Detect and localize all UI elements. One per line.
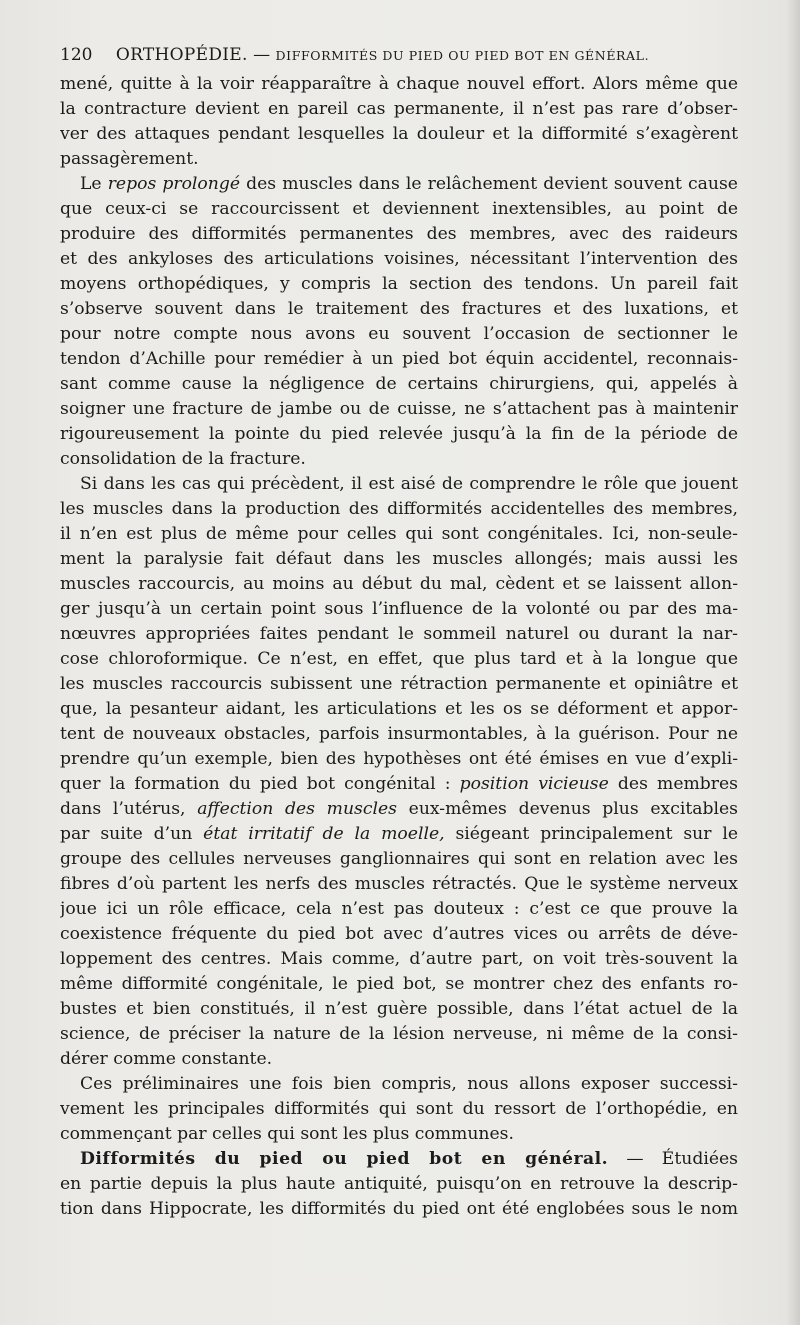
line-text: rigoureusement la pointe du pied relevée jusqu’à la fin de la période de <box>60 424 738 444</box>
text-line <box>60 672 738 697</box>
body-text <box>60 72 738 1222</box>
text-line <box>60 822 738 847</box>
line-text: des muscles dans le relâchement devient souvent cause <box>240 174 738 194</box>
header-title: ORTHOPÉDIE. <box>115 45 248 65</box>
section-heading: Difformités du pied ou pied bot en général. <box>80 1149 609 1169</box>
italic-phrase: affection des muscles <box>197 799 397 819</box>
line-text: consolidation de la fracture. <box>60 449 306 469</box>
text-line <box>60 347 738 372</box>
line-text: pour notre compte nous avons eu souvent l’occasion de sectionner le <box>60 324 738 344</box>
text-line <box>60 1072 738 1097</box>
text-line <box>60 422 738 447</box>
line-text: nœuvres appropriées faites pendant le sommeil naturel ou durant la nar- <box>60 624 738 644</box>
line-text: Le <box>80 174 108 194</box>
line-text: coexistence fréquente du pied bot avec d’autres vices ou arrêts de déve- <box>60 924 738 944</box>
text-line <box>60 872 738 897</box>
text-line <box>60 772 738 797</box>
text-line <box>60 247 738 272</box>
text-line <box>60 147 738 172</box>
text-line <box>60 122 738 147</box>
text-line <box>60 397 738 422</box>
line-text: moyens orthopédiques, y compris la section des tendons. Un pareil fait <box>60 274 738 294</box>
text-line <box>60 922 738 947</box>
text-line <box>60 597 738 622</box>
line-text: par suite d’un <box>60 824 204 844</box>
text-line <box>60 447 738 472</box>
text-line <box>60 1047 738 1072</box>
text-line <box>60 747 738 772</box>
line-text: loppement des centres. Mais comme, d’autre part, on voit très-souvent la <box>60 949 738 969</box>
text-line <box>60 847 738 872</box>
text-line <box>60 1022 738 1047</box>
text-line <box>60 322 738 347</box>
line-text: Ces préliminaires une fois bien compris, nous allons exposer successi- <box>80 1074 738 1094</box>
line-text: siégeant principalement sur le <box>444 824 738 844</box>
line-text: que, la pesanteur aidant, les articulations et les os se déforment et appor- <box>60 699 738 719</box>
page-number: 120 <box>60 45 93 65</box>
text-line <box>60 372 738 397</box>
line-text: ver des attaques pendant lesquelles la douleur et la difformité s’exagèrent <box>60 124 738 144</box>
line-text: joue ici un rôle efficace, cela n’est pas douteux : c’est ce que prouve la <box>60 899 738 919</box>
text-line <box>60 897 738 922</box>
text-line <box>60 97 738 122</box>
page-edge-shadow <box>786 0 800 1325</box>
text-line <box>60 797 738 822</box>
text-line <box>60 622 738 647</box>
text-line <box>60 522 738 547</box>
text-line <box>60 1147 738 1172</box>
text-line <box>60 572 738 597</box>
text-line <box>60 197 738 222</box>
italic-phrase: état irritatif de la moelle, <box>203 824 445 844</box>
text-line <box>60 647 738 672</box>
text-line <box>60 497 738 522</box>
text-line <box>60 697 738 722</box>
text-line <box>60 1172 738 1197</box>
line-text: fibres d’où partent les nerfs des muscles rétractés. Que le système nerveux <box>60 874 738 894</box>
text-line <box>60 1122 738 1147</box>
line-text: bustes et bien constitués, il n’est guère possible, dans l’état actuel de la <box>60 999 738 1019</box>
text-line <box>60 947 738 972</box>
text-line <box>60 172 738 197</box>
header-subtitle: DIFFORMITÉS DU PIED OU PIED BOT EN GÉNÉRAL. <box>275 48 650 63</box>
line-text: dans l’utérus, <box>60 799 198 819</box>
line-text: mené, quitte à la voir réapparaître à chaque nouvel effort. Alors même que <box>60 74 738 94</box>
line-text: et des ankyloses des articulations voisines, nécessitant l’intervention des <box>60 249 738 269</box>
line-text: commençant par celles qui sont les plus communes. <box>60 1124 514 1144</box>
line-text: tion dans Hippocrate, les difformités du pied ont été englobées sous le nom <box>60 1199 738 1219</box>
line-text: les muscles raccourcis subissent une rétraction permanente et opiniâtre et <box>60 674 738 694</box>
italic-phrase: position vicieuse <box>459 774 609 794</box>
line-text: tent de nouveaux obstacles, parfois insurmontables, à la guérison. Pour ne <box>60 724 738 744</box>
line-text: dérer comme constante. <box>60 1049 273 1069</box>
line-text: — Étudiées <box>608 1149 738 1169</box>
line-text: quer la formation du pied bot congénital : <box>60 774 460 794</box>
text-line <box>60 222 738 247</box>
running-header <box>60 44 740 67</box>
text-line <box>60 472 738 497</box>
line-text: prendre qu’un exemple, bien des hypothèses ont été émises en vue d’expli- <box>60 749 738 769</box>
line-text: vement les principales difformités qui sont du ressort de l’orthopédie, en <box>60 1099 738 1119</box>
text-line <box>60 72 738 97</box>
text-line <box>60 972 738 997</box>
line-text: s’observe souvent dans le traitement des fractures et des luxations, et <box>60 299 738 319</box>
line-text: muscles raccourcis, au moins au début du mal, cèdent et se laissent allon- <box>60 574 738 594</box>
text-line <box>60 722 738 747</box>
line-text: sant comme cause la négligence de certains chirurgiens, qui, appelés à <box>60 374 738 394</box>
line-text: ment la paralysie fait défaut dans les muscles allongés; mais aussi les <box>60 549 738 569</box>
line-text: eux-mêmes devenus plus excitables <box>396 799 738 819</box>
line-text: science, de préciser la nature de la lésion nerveuse, ni même de la consi- <box>60 1024 738 1044</box>
header-dash: — <box>253 45 271 65</box>
text-line <box>60 297 738 322</box>
line-text: tendon d’Achille pour remédier à un pied bot équin accidentel, reconnais- <box>60 349 738 369</box>
line-text: Si dans les cas qui précèdent, il est aisé de comprendre le rôle que jouent <box>80 474 738 494</box>
text-line <box>60 1097 738 1122</box>
text-line <box>60 547 738 572</box>
text-line <box>60 272 738 297</box>
line-text: soigner une fracture de jambe ou de cuisse, ne s’attachent pas à maintenir <box>60 399 738 419</box>
line-text: la contracture devient en pareil cas permanente, il n’est pas rare d’obser- <box>60 99 738 119</box>
line-text: même difformité congénitale, le pied bot, se montrer chez des enfants ro- <box>60 974 738 994</box>
text-line <box>60 1197 738 1222</box>
line-text: il n’en est plus de même pour celles qui sont congénitales. Ici, non-seule- <box>60 524 738 544</box>
line-text: ger jusqu’à un certain point sous l’influence de la volonté ou par des ma- <box>60 599 738 619</box>
line-text: produire des difformités permanentes des membres, avec des raideurs <box>60 224 738 244</box>
line-text: passagèrement. <box>60 149 199 169</box>
line-text: en partie depuis la plus haute antiquité, puisqu’on en retrouve la descrip- <box>60 1174 738 1194</box>
line-text: cose chloroformique. Ce n’est, en effet, que plus tard et à la longue que <box>60 649 738 669</box>
line-text: groupe des cellules nerveuses ganglionnaires qui sont en relation avec les <box>60 849 738 869</box>
text-line <box>60 997 738 1022</box>
line-text: que ceux-ci se raccourcissent et deviennent inextensibles, au point de <box>60 199 738 219</box>
line-text: des membres <box>608 774 738 794</box>
italic-phrase: repos prolongé <box>107 174 241 194</box>
line-text: les muscles dans la production des difformités accidentelles des membres, <box>60 499 738 519</box>
